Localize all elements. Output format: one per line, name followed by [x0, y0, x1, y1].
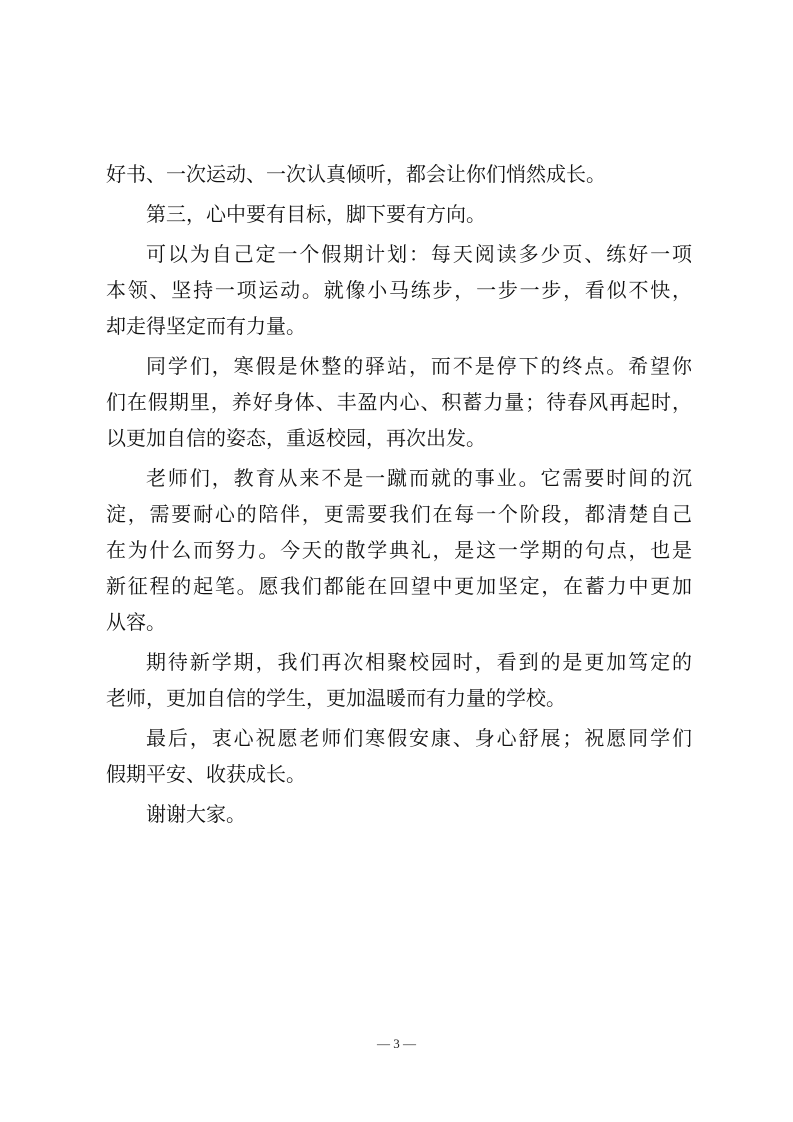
paragraph-line: 新征程的起笔。愿我们都能在回望中更加坚定，在蓄力中更加 [106, 574, 692, 598]
page-number: — 3 — [377, 1036, 416, 1051]
body-text [106, 156, 692, 832]
paragraph-line: 假期平安、收获成长。 [106, 762, 306, 786]
paragraph-line: 从容。 [106, 610, 166, 634]
paragraph-line: 期待新学期，我们再次相聚校园时，看到的是更加笃定的 [146, 650, 692, 674]
paragraph-line: 们在假期里，养好身体、丰盈内心、积蓄力量；待春风再起时， [106, 390, 692, 414]
paragraph-line: 在为什么而努力。今天的散学典礼，是这一学期的句点，也是 [106, 538, 692, 562]
paragraph-line: 以更加自信的姿态，重返校园，再次出发。 [106, 426, 486, 450]
paragraph-line: 好书、一次运动、一次认真倾听，都会让你们悄然成长。 [106, 162, 606, 186]
paragraph-line: 同学们，寒假是休整的驿站，而不是停下的终点。希望你 [146, 354, 692, 378]
paragraph-line: 却走得坚定而有力量。 [106, 314, 306, 338]
paragraph-line: 谢谢大家。 [146, 802, 246, 826]
paragraph-line: 第三，心中要有目标，脚下要有方向。 [146, 202, 486, 226]
paragraph-line: 可以为自己定一个假期计划：每天阅读多少页、练好一项 [146, 242, 692, 266]
paragraph-line: 本领、坚持一项运动。就像小马练步，一步一步，看似不快， [106, 278, 692, 302]
paragraph-line: 淀，需要耐心的陪伴，更需要我们在每一个阶段，都清楚自己 [106, 502, 692, 526]
paragraph-line: 老师们，教育从来不是一蹴而就的事业。它需要时间的沉 [146, 466, 692, 490]
paragraph-line: 最后，衷心祝愿老师们寒假安康、身心舒展；祝愿同学们 [146, 726, 692, 750]
paragraph-line: 老师，更加自信的学生，更加温暖而有力量的学校。 [106, 686, 566, 710]
